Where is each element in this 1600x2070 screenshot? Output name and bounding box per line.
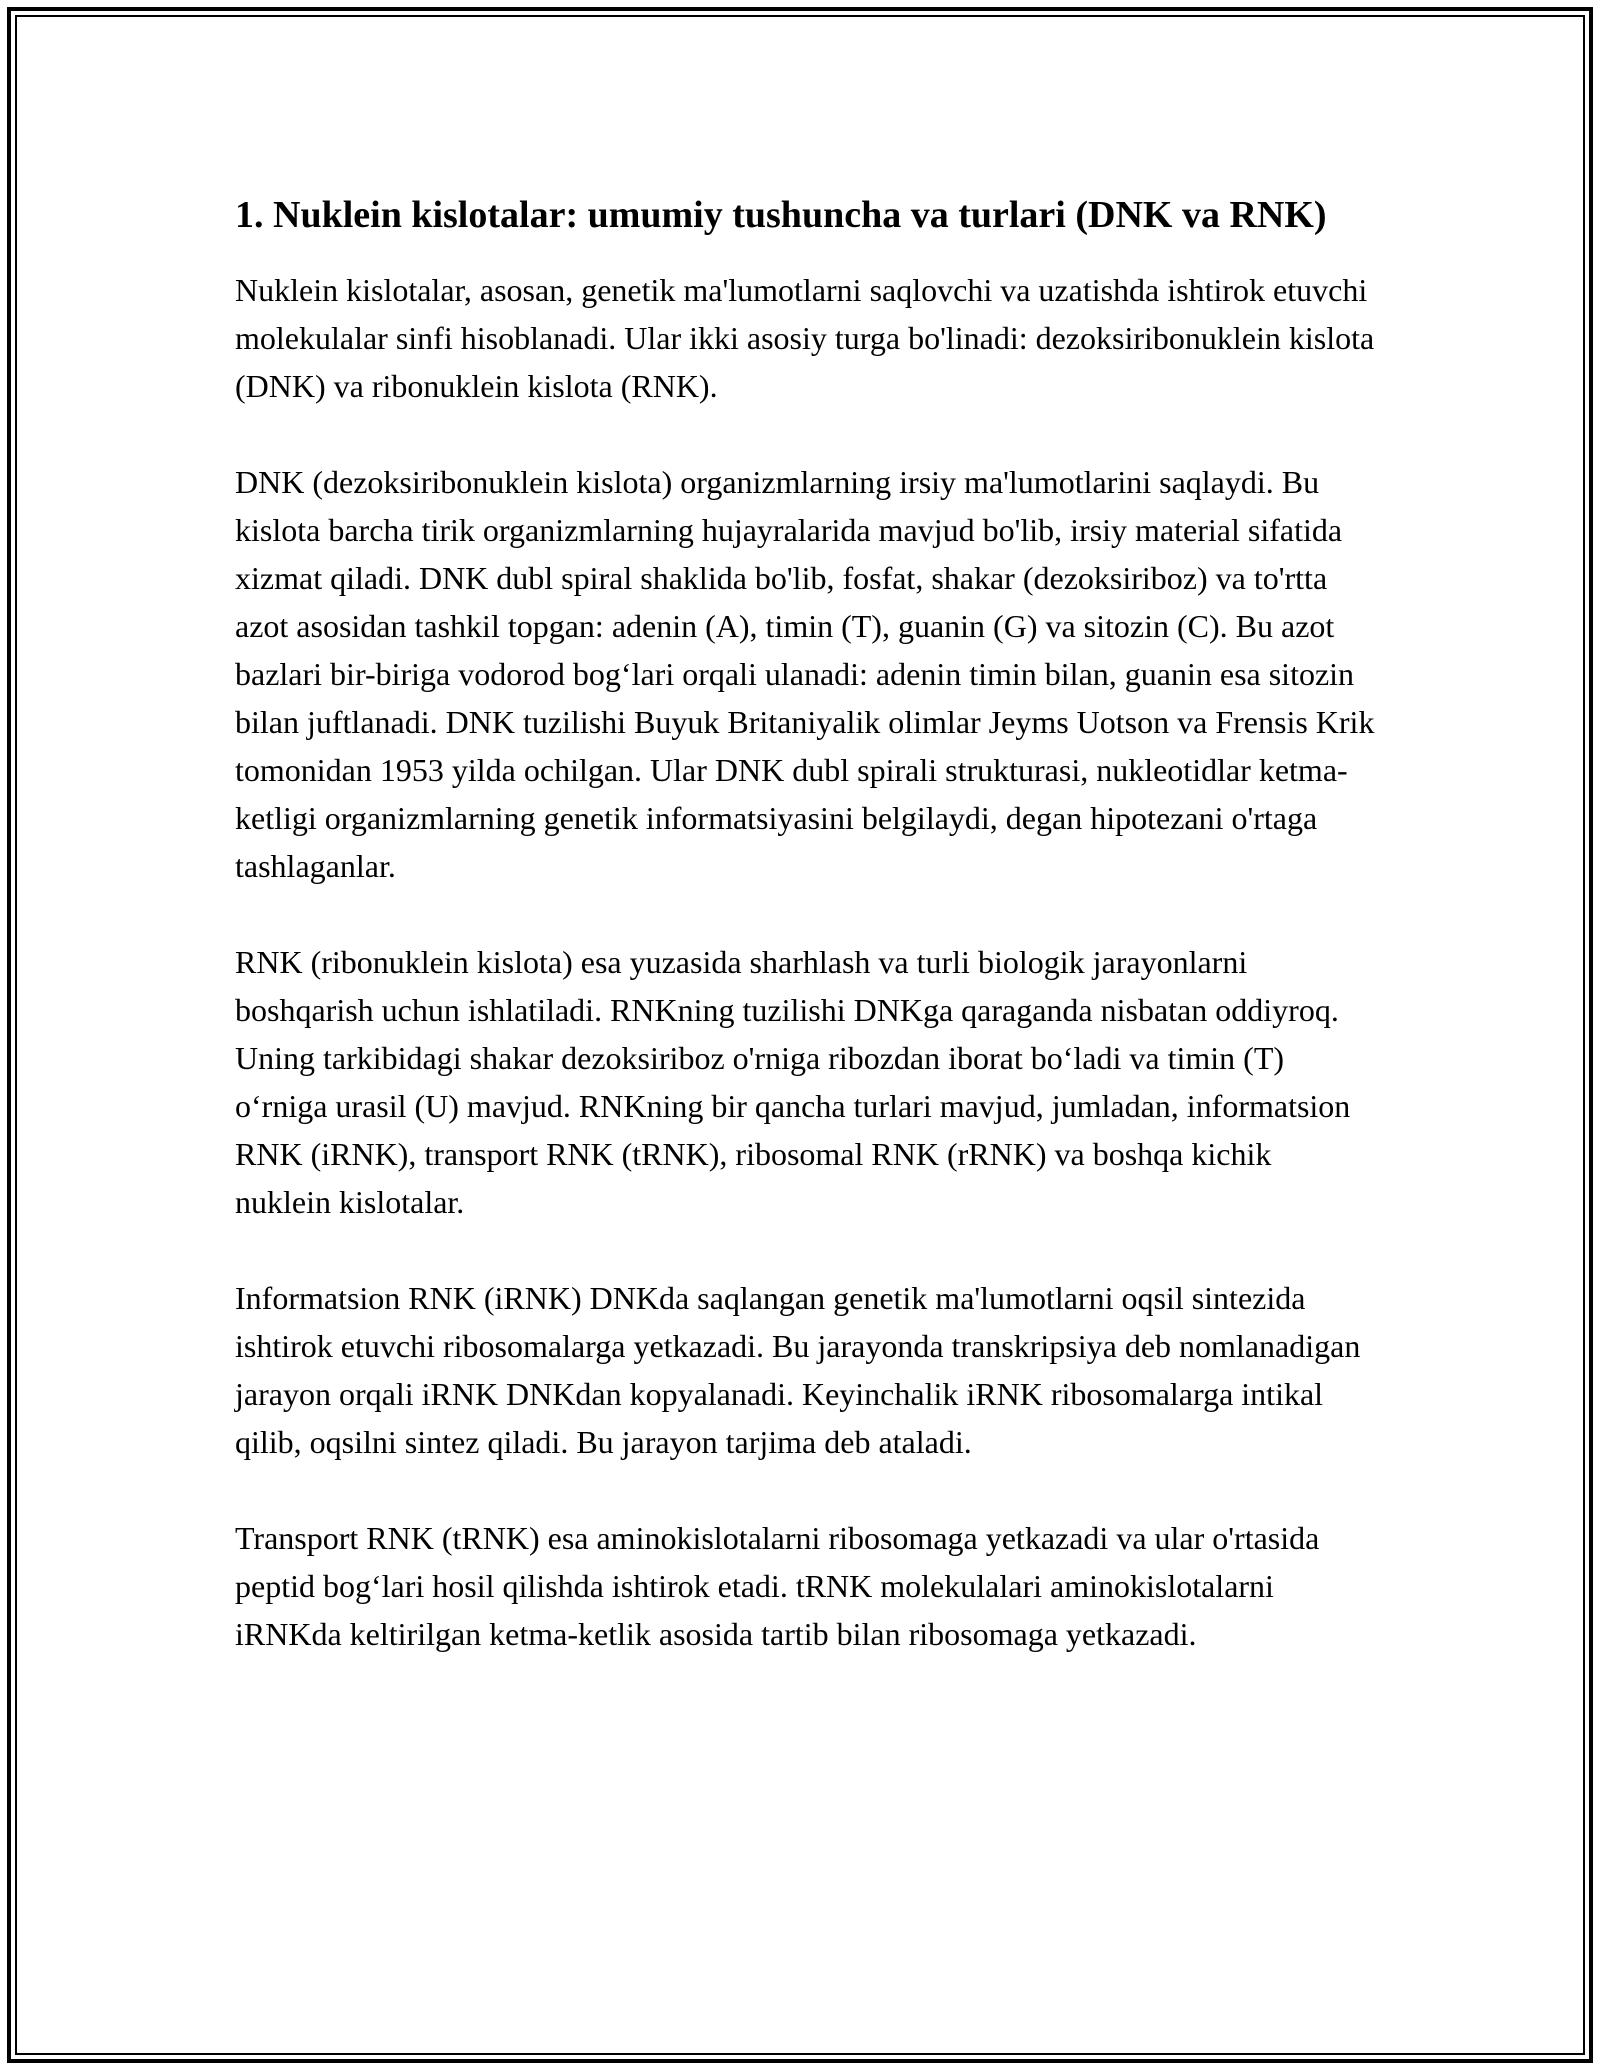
paragraph-dnk: DNK (dezoksiribonuklein kislota) organizmlarning irsiy ma'lumotlarini saqlaydi. Bu kislota barcha tirik organizmlarning hujayralarida mavjud bo'lib, irsiy material sifatida xizmat qiladi. DNK dubl spiral shaklida bo'lib, fosfat, shakar (dezoksiriboz) va to'rtta azot asosidan tashkil topgan: adenin (A), timin (T), guanin (G) va sitozin (C). Bu azot bazlari bir-biriga vodorod bog‘lari orqali ulanadi: adenin timin bilan, guanin esa sitozin bilan juftlanadi. DNK tuzilishi Buyuk Britaniyalik olimlar Jeyms Uotson va Frensis Krik tomonidan 1953 yilda ochilgan. Ular DNK dubl spirali strukturasi, nukleotidlar ketma-ketligi organizmlarning genetik informatsiyasini belgilaydi, degan hipotezani o'rtaga tashlaganlar. [235,464,1375,884]
paragraph-intro: Nuklein kislotalar, asosan, genetik ma'lumotlarni saqlovchi va uzatishda ishtirok etuvchi molekulalar sinfi hisoblanadi. Ular ikki asosiy turga bo'linadi: dezoksiribonuklein kislota (DNK) va ribonuklein kislota (RNK). [235,272,1375,404]
section-heading: 1. Nuklein kislotalar: umumiy tushuncha va turlari (DNK va RNK) [235,194,1327,236]
paragraph-trnk: Transport RNK (tRNK) esa aminokislotalarni ribosomaga yetkazadi va ular o'rtasida peptid bog‘lari hosil qilishda ishtirok etadi. tRNK molekulalari aminokislotalarni iRNKda keltirilgan ketma-ketlik asosida tartib bilan ribosomaga yetkazadi. [235,1520,1320,1652]
paragraph-irnk: Informatsion RNK (iRNK) DNKda saqlangan genetik ma'lumotlarni oqsil sintezida ishtirok etuvchi ribosomalarga yetkazadi. Bu jarayonda transkripsiya deb nomlanadigan jarayon orqali iRNK DNKdan kopyalanadi. Keyinchalik iRNK ribosomalarga intikal qilib, oqsilni sintez qiladi. Bu jarayon tarjima deb ataladi. [235,1280,1361,1460]
document-page [235,188,1375,1658]
paragraph-rnk: RNK (ribonuklein kislota) esa yuzasida sharhlash va turli biologik jarayonlarni boshqarish uchun ishlatiladi. RNKning tuzilishi DNKga qaraganda nisbatan oddiyroq. Uning tarkibidagi shakar dezoksiriboz o'rniga ribozdan iborat bo‘ladi va timin (T) o‘rniga urasil (U) mavjud. RNKning bir qancha turlari mavjud, jumladan, informatsion RNK (iRNK), transport RNK (tRNK), ribosomal RNK (rRNK) va boshqa kichik nuklein kislotalar. [235,944,1351,1220]
